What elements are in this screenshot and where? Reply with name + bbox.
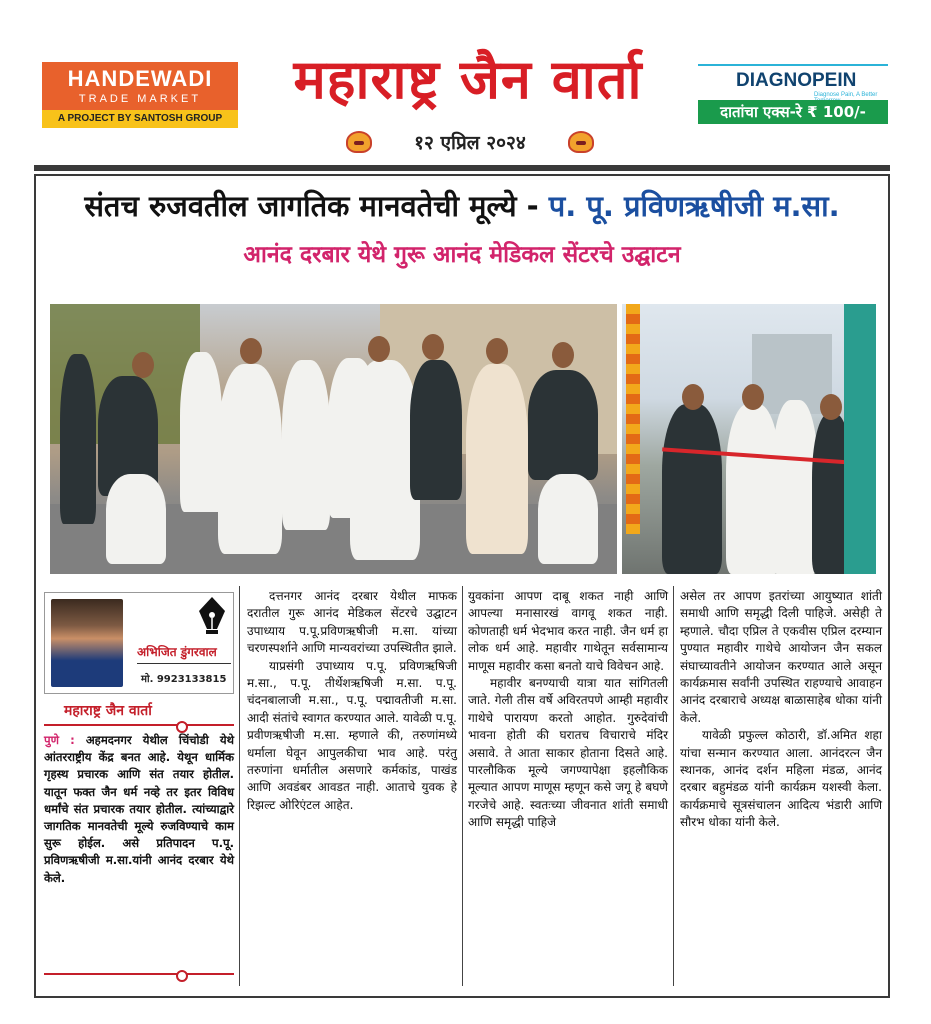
diagnopein-tagline: Diagnose Pain, A Better: [814, 92, 878, 98]
diagnopein-rule: [698, 64, 888, 66]
intro-end-rule: [44, 973, 234, 975]
dateline-place: पुणे :: [44, 733, 86, 747]
person-head: [132, 352, 154, 378]
column-divider: [462, 586, 463, 986]
person-figure: [60, 354, 96, 524]
person-figure: [282, 360, 330, 530]
person-head: [368, 336, 390, 362]
article-subheadline: आनंद दरबार येथे गुरू आनंद मेडिकल सेंटरचे उद्घाटन: [243, 242, 681, 268]
intro-paragraph: [44, 732, 234, 887]
column-paragraph: याप्रसंगी उपाध्याय प.पू. प्रविणऋषिजी म.सा., प.पू. तीर्थेशऋषिजी म.सा. प.पू. चंदनबालाजी म.सा., प.पू. पद्मावतीजी म.सा. आदी संतांचे स्वागत करण्यात आले. यावेळी प.पू. प्रवीणऋषीजी म.सा. म्हणाले की, तरुणांमध्ये धर्माला घेवून आपुलकीचा भाव आहे. परंतु तरुणांना धर्मातील असणारे कर्मकांड, पाखंड आणि अवडंबर आवडत नाही. आताचे युवक हे रिझल्ट ओरिएंटल आहेत.: [247, 658, 457, 812]
person-figure: [662, 404, 722, 574]
column-divider: [673, 586, 674, 986]
handewadi-tagline: A PROJECT BY SANTOSH GROUP: [42, 110, 238, 128]
ribbon-cutting-photo: [622, 304, 876, 574]
handewadi-name: HANDEWADI: [67, 66, 213, 91]
handewadi-subtitle: TRADE MARKET: [78, 93, 202, 105]
author-name: अभिजित डुंगरवाल: [137, 645, 217, 659]
person-figure: [106, 474, 166, 564]
person-head: [240, 338, 262, 364]
photo-pillar: [844, 304, 876, 574]
fountain-pen-icon: [195, 595, 229, 635]
column-paragraph: यावेळी प्रफुल्ल कोठारी, डॉ.अमित शहा यांचा सन्मान करण्यात आला. आनंदरत्न जैन स्थानक, आनंद दर्शन महिला मंडळ, आनंद दरबार बहुमंडळ यांनी कार्यक्रम यशस्वी केला. कार्यक्रमाचे सूत्रसंचालन आदित्य भंडारी आणि सौरभ धोका यांनी केले.: [680, 728, 882, 830]
date-row: [340, 130, 600, 156]
person-figure: [466, 364, 528, 554]
article-frame: [34, 174, 890, 998]
headline-name: प. पू. प्रविणऋषीजी म.सा.: [548, 189, 840, 223]
person-head: [552, 342, 574, 368]
article-headline: [36, 186, 888, 226]
text-column-1: [247, 588, 457, 814]
column-paragraph: युवकांना आपण दाबू शकत नाही आणि आपल्या मनासारखं वागवू शकत नाही. कोणताही धर्म भेदभाव करत नाही. जैन धर्म हा लोक धर्म आहे. महावीर गाथेतून सर्वसामान्य माणूस महावीर कसा बनतो याचे विवेचन आहे.: [468, 589, 668, 673]
person-figure: [180, 352, 222, 512]
desk-rule: [44, 724, 234, 726]
person-head: [486, 338, 508, 364]
person-head: [820, 394, 842, 420]
intro-text: अहमदनगर येथील चिंचोडी येथे आंतरराष्ट्रीय केंद्र बनत आहे. येथून धार्मिक गृहस्थ प्रचारक आणि संत तयार होतील. यातून फक्त जैन धर्म नव्हे तर इतर विविध धर्मांचे संत प्रचारक तयार होतील. त्यांच्याद्वारे जागतिक मानवतेची मूल्ये रुजविण्याचे काम सुरू होईल. असे प्रतिपादन प.पू. प्रविणऋषीजी म.सा.यांनी आनंद दरबार येथे केले.: [44, 733, 234, 885]
news-desk-label: महाराष्ट्र जैन वार्ता: [64, 703, 152, 719]
person-figure: [218, 364, 282, 554]
author-photo: [51, 599, 123, 687]
column-paragraph: दत्तनगर आनंद दरबार येथील माफक दरातील गुरू आनंद मेडिकल सेंटरचे उद्घाटन उपाध्याय प.पू.प्रविणऋषीजी म.सा. यांच्या चरणस्पर्शाने आणि मान्यवरांच्या उपस्थितीत झाले.: [247, 589, 457, 656]
column-paragraph: असेल तर आपण इतरांच्या आयुष्यात शांती समाधी आणि समृद्धी दिली पाहिजे. असेही ते म्हणाले. चौदा एप्रिल ते एकवीस एप्रिल दरम्यान पुण्यात महावीर गाथेचे आयोजन जैन सकल संघाच्यावतीने आयोजन करण्यात आले असून कार्यक्रमास सर्वांनी उपस्थित राहण्याचे आवाहन आनंद दरबाराचे अध्यक्ष बाळासाहेब धोका यांनी केले.: [680, 589, 882, 725]
column-paragraph: महावीर बनण्याची यात्रा यात सांगितली जाते. गेली तीस वर्षे अविरतपणे आम्ही महावीर गाथेचे पारायण करतो आहोत. गुरुदेवांची भावना होती की घरातच विचाराचे मंदिर असावे. ते आता साकार होताना दिसते आहे. पारलौकिक मूल्ये जगण्यापेक्षा इहलौकिक मूल्यात आपण माणूस म्हणून कसे जगू हे बघणे गरजेचे आहे. स्वतःच्या जीवनात शांती समाधी आणि समृद्धी पाहिजे: [468, 676, 668, 830]
author-box: [44, 592, 234, 694]
person-figure: [410, 360, 462, 500]
column-divider: [239, 586, 240, 986]
maharashtra-seal-icon: [346, 131, 372, 153]
text-column-3: [680, 588, 882, 832]
masthead-title: महाराष्ट्र जैन वार्ता: [293, 48, 643, 111]
maharashtra-seal-icon: [568, 131, 594, 153]
issue-date: १२ एप्रिल २०२४: [414, 132, 526, 154]
diagnopein-ad: [698, 64, 888, 126]
handewadi-ad: [42, 62, 238, 128]
person-head: [422, 334, 444, 360]
author-rule: [137, 663, 231, 664]
person-figure: [538, 474, 598, 564]
person-head: [682, 384, 704, 410]
diagnopein-offer: दातांचा एक्स-रे ₹ 100/-: [698, 100, 888, 124]
diagnopein-name: DIAGNOPEIN: [736, 70, 857, 91]
procession-photo: [50, 304, 617, 574]
author-phone: मो. 9923133815: [141, 674, 227, 685]
marigold-garland: [626, 304, 640, 534]
header-rule: [34, 165, 890, 171]
text-column-2: [468, 588, 668, 832]
person-figure: [528, 370, 598, 480]
headline-main: संतच रुजवतील जागतिक मानवतेची मूल्ये -: [84, 189, 549, 223]
person-head: [742, 384, 764, 410]
